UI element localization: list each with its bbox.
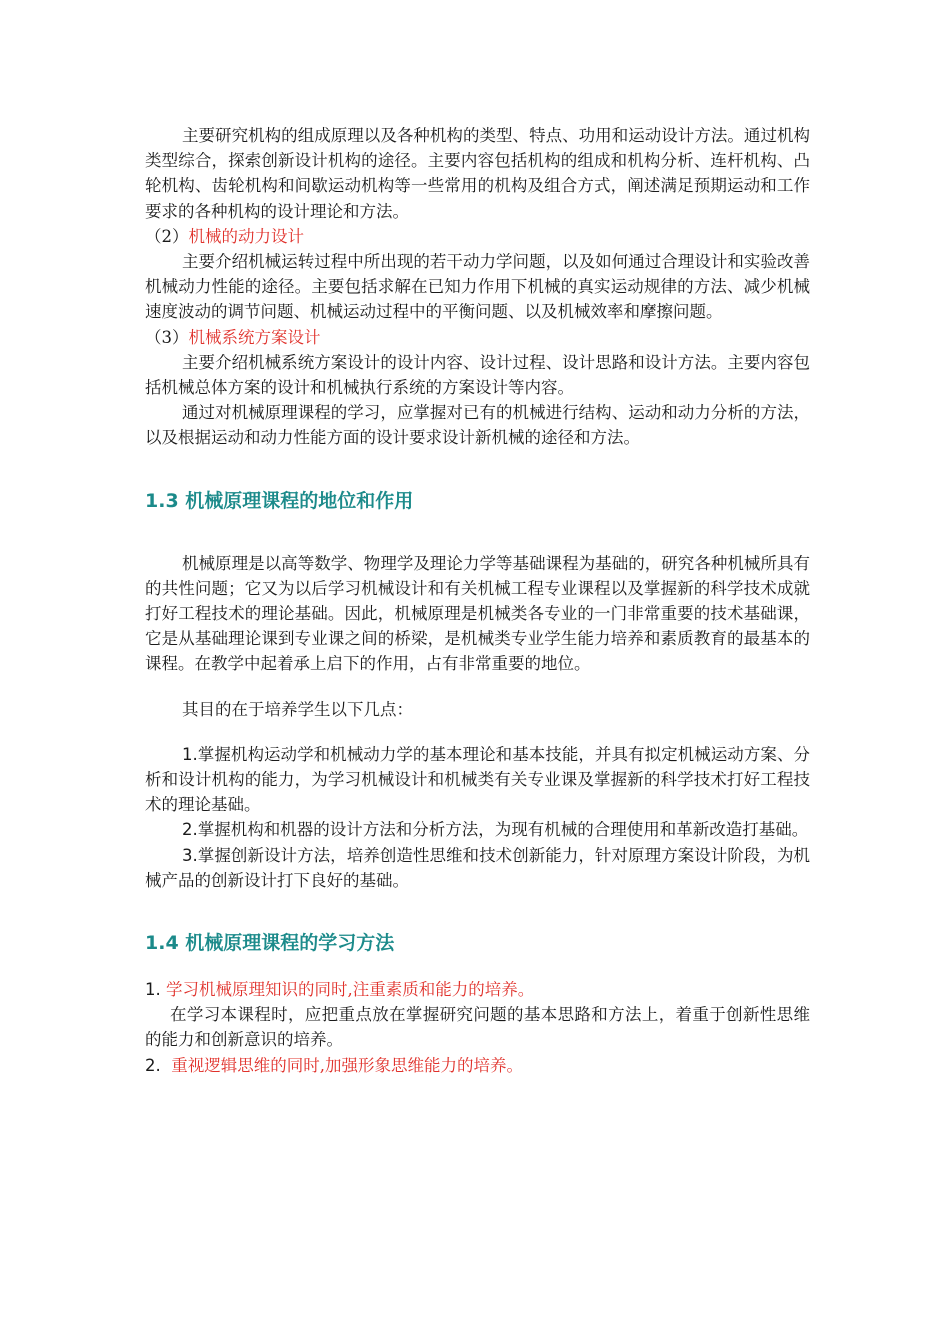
method-item-1-heading <box>145 977 810 1002</box>
goal-item-3 <box>145 843 810 893</box>
section-1-3-heading <box>145 487 810 515</box>
section-1-3-title: 机械原理课程的地位和作用 <box>185 489 414 512</box>
goal-item-1-number: 1. <box>182 744 198 764</box>
section-1-4-title: 机械原理课程的学习方法 <box>185 932 395 955</box>
goal-item-2-text: 掌握机构和机器的设计方法和分析方法，为现有机械的合理使用和革新改造打基础。 <box>197 820 809 840</box>
goal-item-3-text: 掌握创新设计方法，培养创造性思维和技术创新能力，针对原理方案设计阶段，为机械产品的创新设计打下良好的基础。 <box>145 845 810 890</box>
subsection-2-heading <box>145 224 810 249</box>
goal-item-3-number: 3. <box>182 845 198 865</box>
method-item-2-heading <box>145 1053 810 1078</box>
intro-paragraph-2: 主要介绍机械运转过程中所出现的若干动力学问题，以及如何通过合理设计和实验改善机械动力性能的途径。主要包括求解在已知力作用下机械的真实运动规律的方法、减少机械速度波动的调节问题、机械运动过程中的平衡问题、以及机械效率和摩擦问题。 <box>145 252 810 322</box>
subsection-3-number: （3） <box>145 327 189 347</box>
goal-item-1-text: 掌握机构运动学和机械动力学的基本理论和基本技能，并具有拟定机械运动方案、分析和设计机构的能力，为学习机械设计和机械类有关专业课及掌握新的科学技术打好工程技术的理论基础。 <box>145 744 810 815</box>
subsection-2-number: （2） <box>145 226 189 246</box>
method-item-1-text: 在学习本课程时，应把重点放在掌握研究问题的基本思路和方法上，着重于创新性思维的能力和创新意识的培养。 <box>145 1005 810 1050</box>
section-1-4-number: 1.4 <box>145 932 179 955</box>
goal-item-2 <box>145 817 810 842</box>
subsection-3-title: 机械系统方案设计 <box>188 327 321 347</box>
section-1-3-number: 1.3 <box>145 489 179 512</box>
section-1-3-paragraph-2: 其目的在于培养学生以下几点： <box>182 699 413 719</box>
section-1-4-heading <box>145 929 810 957</box>
method-item-1-number: 1. <box>145 980 161 1000</box>
intro-paragraph-4: 通过对机械原理课程的学习，应掌握对已有的机械进行结构、运动和动力分析的方法，以及根据运动和动力性能方面的设计要求设计新机械的途径和方法。 <box>145 403 810 448</box>
method-item-1-title: 学习机械原理知识的同时,注重素质和能力的培养。 <box>166 980 535 1000</box>
method-item-2-number: 2. <box>145 1055 161 1075</box>
intro-paragraph-3: 主要介绍机械系统方案设计的设计内容、设计过程、设计思路和设计方法。主要内容包括机械总体方案的设计和机械执行系统的方案设计等内容。 <box>145 352 810 398</box>
intro-paragraph-1: 主要研究机构的组成原理以及各种机构的类型、特点、功用和运动设计方法。通过机构类型综合，探索创新设计机构的途径。主要内容包括机构的组成和机构分析、连杆机构、凸轮机构、齿轮机构和间歇运动机构等一些常用的机构及组合方式，阐述满足预期运动和工作要求的各种机构的设计理论和方法。 <box>145 126 810 221</box>
section-1-3-paragraph-1: 机械原理是以高等数学、物理学及理论力学等基础课程为基础的，研究各种机械所具有的共性问题；它又为以后学习机械设计和有关机械工程专业课程以及掌握新的科学技术成就打好工程技术的理论基础。因此，机械原理是机械类各专业的一门非常重要的技术基础课，它是从基础理论课到专业课之间的桥梁，是机械类专业学生能力培养和素质教育的最基本的课程。在教学中起着承上启下的作用，占有非常重要的地位。 <box>145 553 810 674</box>
goal-item-1 <box>145 742 810 818</box>
goal-item-2-number: 2. <box>182 820 198 840</box>
subsection-2-title: 机械的动力设计 <box>188 226 304 246</box>
method-item-2-title: 重视逻辑思维的同时,加强形象思维能力的培养。 <box>171 1055 523 1075</box>
document-page <box>145 123 810 1078</box>
subsection-3-heading <box>145 325 810 350</box>
